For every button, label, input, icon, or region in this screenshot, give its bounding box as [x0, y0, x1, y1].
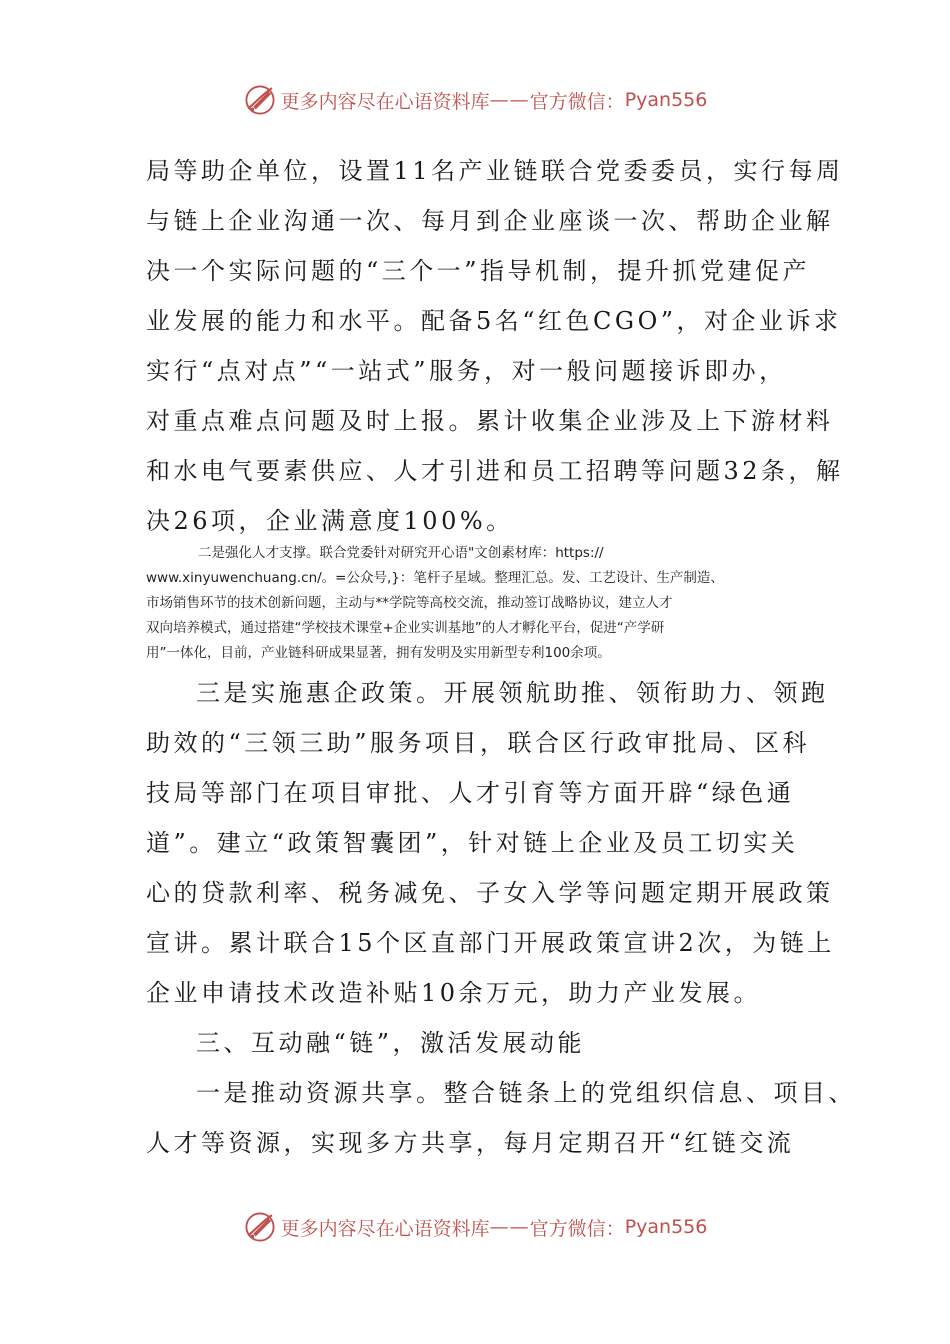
text-line: 助效的“三领三助”服务项目，联合区行政审批局、区科: [146, 729, 811, 757]
text-line: 企业申请技术改造补贴10余万元，助力产业发展。: [146, 979, 762, 1007]
banner-wechat-id: Pyan556: [624, 1216, 708, 1238]
banner-wechat-label: 官方微信：: [529, 1217, 625, 1240]
banner-dash: ——: [489, 1216, 530, 1238]
banner-dash: ——: [489, 89, 530, 111]
text-line: 三是实施惠企政策。开展领航助推、领衔助力、领跑: [196, 679, 829, 707]
pen-logo-icon: [243, 1210, 277, 1244]
text-line: 业发展的能力和水平。配备5名“红色CGO”，对企业诉求: [146, 307, 842, 335]
text-line: 二是强化人才支撑。联合党委针对研究开心语"文创素材库：https://: [198, 545, 604, 561]
text-line: 宣讲。累计联合15个区直部门开展政策宣讲2次，为链上: [146, 929, 835, 957]
text-line: 一是推动资源共享。整合链条上的党组织信息、项目、: [196, 1079, 856, 1107]
banner-wechat-id: Pyan556: [624, 89, 708, 111]
text-line: 决一个实际问题的“三个一”指导机制，提升抓党建促产: [146, 257, 811, 285]
section-heading: 三、互动融“链”，激活发展动能: [196, 1029, 586, 1057]
text-line: 用”一体化，目前，产业链科研成果显著，拥有发明及实用新型专利100余项。: [146, 645, 611, 661]
pen-logo-icon: [243, 83, 277, 117]
text-line: 和水电气要素供应、人才引进和员工招聘等问题32条，解: [146, 457, 844, 485]
text-line: 技局等部门在项目审批、人才引育等方面开辟“绿色通: [146, 779, 795, 807]
text-line: 人才等资源，实现多方共享，每月定期召开“红链交流: [146, 1129, 795, 1157]
text-line: 决26项，企业满意度100%。: [146, 507, 514, 535]
text-line: 局等助企单位，设置11名产业链联合党委委员，实行每周: [146, 157, 844, 185]
text-line: 心的贷款利率、税务减免、子女入学等问题定期开展政策: [146, 879, 834, 907]
footer-banner: [0, 1205, 950, 1249]
banner-text: 更多内容尽在心语资料库: [280, 1217, 490, 1240]
banner-wechat-label: 官方微信：: [529, 90, 625, 113]
text-line: 道”。建立“政策智囊团”，针对链上企业及员工切实关: [146, 829, 799, 857]
text-line: 双向培养模式，通过搭建“学校技术课堂+企业实训基地”的人才孵化平台，促进“产学研: [146, 620, 665, 636]
text-line: 市场销售环节的技术创新问题，主动与**学院等高校交流，推动签订战略协议，建立人才: [146, 595, 673, 611]
text-line: 与链上企业沟通一次、每月到企业座谈一次、帮助企业解: [146, 207, 834, 235]
text-line: www.xinyuwenchuang.cn/。=公众号,}：笔杆子星域。整理汇总。发、工艺设计、生产制造、: [146, 570, 724, 586]
banner-text: 更多内容尽在心语资料库: [280, 90, 490, 113]
header-banner: [0, 78, 950, 122]
text-line: 实行“点对点”“一站式”服务，对一般问题接诉即办，: [146, 357, 787, 385]
text-line: 对重点难点问题及时上报。累计收集企业涉及上下游材料: [146, 407, 834, 435]
